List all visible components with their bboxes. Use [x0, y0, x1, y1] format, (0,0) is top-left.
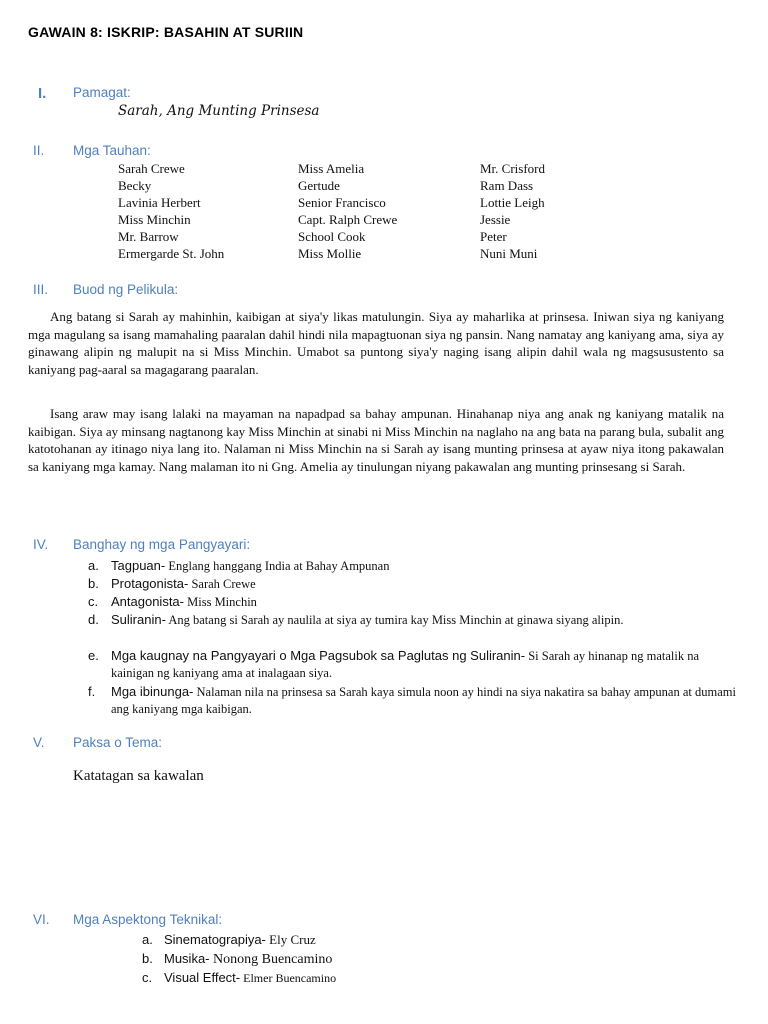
characters-column-2: [298, 160, 397, 262]
list-letter: c.: [88, 594, 99, 609]
plot-text: Sarah Crewe: [188, 577, 256, 591]
character-name: Gertude: [298, 178, 340, 193]
section-2-label: Mga Tauhan:: [73, 143, 151, 158]
character-name: Lottie Leigh: [480, 195, 545, 210]
plot-item-antagonista: [88, 593, 738, 611]
tech-item-visual-effect: [142, 969, 336, 987]
character-name: Miss Minchin: [118, 212, 191, 227]
character-name: Becky: [118, 178, 152, 193]
summary-paragraph-2: Isang araw may isang lalaki na mayaman na napadpad sa bahay ampunan. Hinahanap niya ang anak ng kaniyang matalik na kaibigan. Siya ay minsang nagtanong kay Miss Minchin at sinabi ni Miss Minchin na naglaho na ang bata na parang bula, subalit ang katotohanan ay itinago niya lang ito. Nalaman ni Miss Minchin na si Sarah ay isang munting prinsesa at ayaw niya itong pakawalan sa kaniyang mga kamay. Nang malaman ito ni Gng. Amelia ay tinulungan niyang pakawalan ang munting prinsesang si Sarah.: [28, 406, 724, 474]
list-letter: f.: [88, 684, 96, 699]
character-name: Miss Mollie: [298, 246, 362, 261]
section-1-label: Pamagat:: [73, 85, 131, 100]
plot-term: Suliranin-: [111, 612, 166, 627]
tech-item-musika: [142, 950, 332, 968]
tech-term: Musika-: [164, 951, 210, 966]
tech-term: Visual Effect-: [164, 970, 241, 985]
document-title: GAWAIN 8: ISKRIP: BASAHIN AT SURIIN: [28, 24, 304, 40]
section-4-number: IV.: [33, 537, 49, 552]
summary-paragraph-1: Ang batang si Sarah ay mahinhin, kaibigan at siya'y likas matulungin. Siya ay maharlika at prinsesa. Iniwan siya ng kaniyang mga magulang sa isang mamahaling paaralan dahil hindi nila mapagtuonan siya ng pansin. Nang namatay ang kaniyang ama, siya ay ginawang alipin ng malupit na si Miss Minchin. Umabot sa puntong siya'y naging isang alipin dahil wala ng magsusustento sa kaniyang pag-aaral sa magagarang paaralan.: [28, 309, 724, 377]
plot-text: Englang hanggang India at Bahay Ampunan: [165, 559, 390, 573]
character-name: Jessie: [480, 212, 511, 227]
section-2-number: II.: [33, 143, 45, 158]
section-4-label: Banghay ng mga Pangyayari:: [73, 537, 251, 552]
character-name: Mr. Barrow: [118, 229, 179, 244]
tech-item-sinematograpiya: [142, 931, 316, 948]
character-name: Nuni Muni: [480, 246, 538, 261]
plot-term: Mga kaugnay na Pangyayari o Mga Pagsubok sa Paglutas ng Suliranin-: [111, 648, 526, 663]
tech-text: Nonong Buencamino: [209, 952, 333, 967]
list-letter: c.: [142, 970, 153, 985]
plot-item-tagpuan: [88, 557, 738, 575]
section-1-number: I.: [38, 85, 47, 102]
character-name: School Cook: [298, 229, 366, 244]
character-name: Senior Francisco: [298, 195, 386, 210]
character-name: Sarah Crewe: [118, 161, 185, 176]
plot-text: Ang batang si Sarah ay naulila at siya ay tumira kay Miss Minchin at ginawa siyang alipin.: [165, 613, 624, 627]
section-6-label: Mga Aspektong Teknikal:: [73, 912, 223, 927]
section-3-label: Buod ng Pelikula:: [73, 282, 179, 297]
plot-item-kaugnay: [88, 647, 738, 682]
plot-text: Nalaman nila na prinsesa sa Sarah kaya simula noon ay hindi na siya nakatira sa bahay ampunan at dumami ang kaniyang mga kaibigan.: [111, 685, 736, 716]
section-6-number: VI.: [33, 912, 50, 927]
plot-item-protagonista: [88, 575, 738, 593]
plot-term: Tagpuan-: [111, 558, 166, 573]
character-name: Mr. Crisford: [480, 161, 545, 176]
character-name: Capt. Ralph Crewe: [298, 212, 398, 227]
plot-term: Antagonista-: [111, 594, 184, 609]
theme-value: Katatagan sa kawalan: [73, 768, 204, 784]
plot-text: Si Sarah ay hinanap ng matalik na kainigan ng kaniyang ama at inalagaan siya.: [111, 649, 700, 680]
list-letter: e.: [88, 648, 99, 663]
list-letter: d.: [88, 612, 99, 627]
plot-item-ibinunga: [88, 683, 738, 718]
characters-column-1: [118, 160, 224, 262]
plot-text: Miss Minchin: [184, 595, 257, 609]
list-letter: b.: [88, 576, 99, 591]
characters-column-3: [480, 160, 545, 262]
character-name: Ram Dass: [480, 178, 534, 193]
plot-term: Mga ibinunga-: [111, 684, 194, 699]
tech-term: Sinematograpiya-: [164, 932, 266, 947]
section-5-label: Paksa o Tema:: [73, 735, 163, 750]
list-letter: a.: [88, 558, 99, 573]
tech-text: Ely Cruz: [265, 932, 316, 947]
character-name: Miss Amelia: [298, 161, 365, 176]
section-3-number: III.: [33, 282, 49, 297]
list-letter: a.: [142, 932, 153, 947]
character-name: Lavinia Herbert: [118, 195, 201, 210]
character-name: Ermergarde St. John: [118, 246, 225, 261]
plot-item-suliranin: [88, 611, 738, 629]
plot-term: Protagonista-: [111, 576, 189, 591]
character-name: Peter: [480, 229, 507, 244]
list-letter: b.: [142, 951, 153, 966]
section-5-number: V.: [33, 735, 45, 750]
film-title: Sarah, Ang Munting Prinsesa: [118, 103, 320, 119]
tech-text: Elmer Buencamino: [240, 971, 337, 985]
